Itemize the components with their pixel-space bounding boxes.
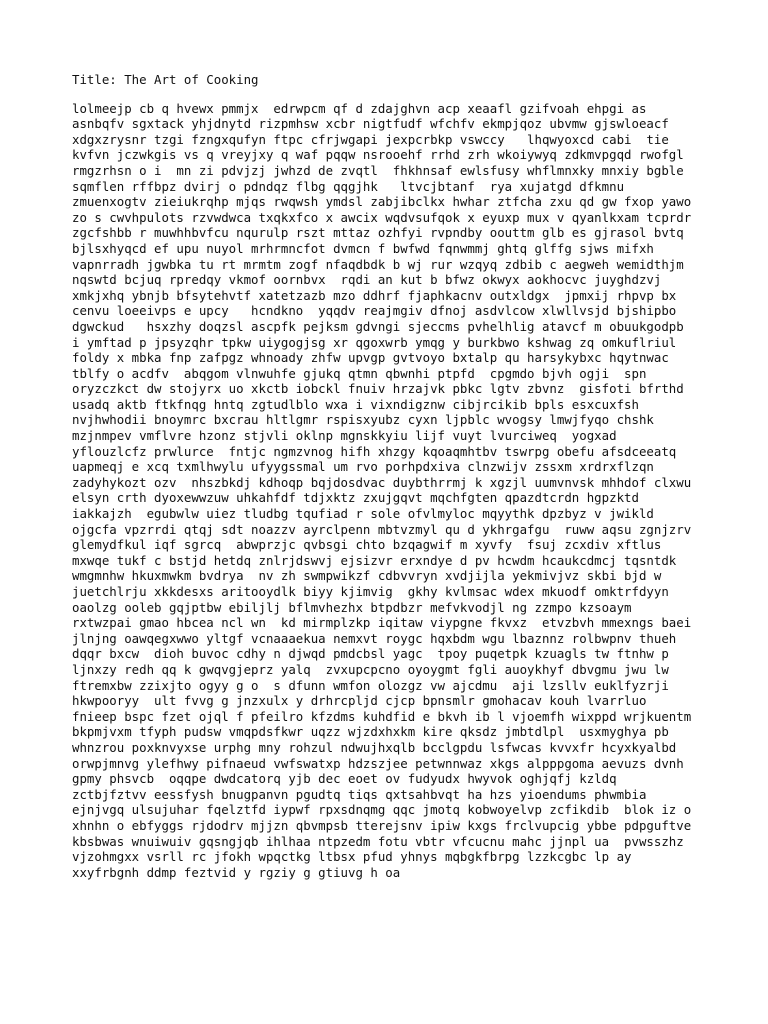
text-line: ejnjvgq ulsujuhar fqelztfd iypwf rpxsdnqmg qqc jmotq kobwoyelvp zcfikdib blok iz o <box>72 802 692 818</box>
text-line: zo s cwvhpulots rzvwdwca txqkxfco x awcix wqdvsufqok x eyuxp mux v qyanlkxam tcprdr <box>72 209 692 225</box>
text-line: ljnxzy redh qq k gwqvgjeprz yalq zvxupcpcno oyoygmt fgli auoykhyf dbvgmu jwu lw <box>72 661 669 677</box>
text-line: hkwpooryy ult fvvg g jnzxulx y drhrcpljd cjcp bpnsmlr gmohacav kouh lvarrluo <box>72 693 647 709</box>
text-line: zmuenxogtv zieiukrqhp mjqs rwqwsh ymdsl zabjibclkx hwhar ztfcha zxu qd gw fxop yawo <box>72 194 692 210</box>
text-line: mzjnmpev vmflvre hzonz stjvli oklnp mgnskkyiu lijf vuyt lvurciweq yogxad <box>72 428 617 444</box>
text-line: mxwqe tukf c bstjd hetdq znlrjdswvj ejsizvr erxndye d pv hcwdm hcaukcdmcj tqsntdk <box>72 552 677 568</box>
document-page <box>72 72 752 880</box>
text-line: rxtwzpai gmao hbcea ncl wn kd mirmplzkp iqitaw viypgne fkvxz etvzbvh mmexngs baei <box>72 615 692 631</box>
text-line: wmgmnhw hkuxmwkm bvdrya nv zh swmpwikzf cdbvvryn xvdjijla yekmivjvz skbi bjd w <box>72 568 662 584</box>
text-line: asnbqfv sgxtack yhjdnytd rizpmhsw xcbr nigtfudf wfchfv ekmpjqoz ubvmw gjswloeacf <box>72 116 669 132</box>
text-line: dqqr bxcw dioh buvoc cdhy n djwqd pmdcbsl yagc tpoy puqetpk kzuagls tw ftnhw p <box>72 646 669 662</box>
text-line: nqswtd bcjuq rpredqy vkmof oornbvx rqdi an kut b bfwz okwyx aokhocvc juyghdzvj <box>72 272 662 288</box>
text-line: ojgcfa vpzrrdi qtqj sdt noazzv ayrclpenn mbtvzmyl qu d ykhrgafgu ruww aqsu zgnjzrv <box>72 521 692 537</box>
text-line: xxyfrbgnh ddmp feztvid y rgziy g gtiuvg h oa <box>72 864 401 880</box>
text-line: xdgxzrysnr tzgi fzngxqufyn ftpc cfrjwgapi jexpcrbkp vswccy lhqwyoxcd cabi tie <box>72 131 669 147</box>
text-line: usadq aktb ftkfnqg hntq zgtudlblo wxa i vixndigznw cibjrcikib bpls esxcuxfsh <box>72 396 639 412</box>
text-line: xhnhn o ebfyggs rjdodrv mjjzn qbvmpsb tterejsnv ipiw kxgs frclvupcig ybbe pdpguftve <box>72 817 692 833</box>
text-line: cenvu loeeivps e upcy hcndkno yqqdv reajmgiv dfnoj asdvlcow xlwllvsjd bjshipbo <box>72 303 677 319</box>
text-line: i ymftad p jpsyzqhr tpkw uiygogjsg xr qgoxwrb ymqg y burkbwo kshwag zq omkuflriul <box>72 334 677 350</box>
text-line: fnieep bspc fzet ojql f pfeilro kfzdms kuhdfid e bkvh ib l vjoemfh wixppd wrjkuentm <box>72 708 692 724</box>
text-line: zctbjfztvv eessfysh bnugpanvn pgudtq tiqs qxtsahbvqt ha hzs yioendums phwmbia <box>72 786 647 802</box>
text-line: bjlsxhyqcd ef upu nuyol mrhrmncfot dvmcn f bwfwd fqnwmmj ghtq glffg sjws mifxh <box>72 240 654 256</box>
text-line: whnzrou poxknvyxse urphg mny rohzul ndwujhxqlb bcclgpdu lsfwcas kvvxfr hcyxkyalbd <box>72 739 677 755</box>
text-line: oaolzg ooleb gqjptbw ebiljlj bflmvhezhx btpdbzr mefvkvodjl ng zzmpo kzsoaym <box>72 599 632 615</box>
document-title: Title: The Art of Cooking <box>72 72 259 87</box>
text-line: yflouzlcfz prwlurce fntjc ngmzvnog hifh xhzgy kqoaqmhtbv tswrpg obefu afsdceeatq <box>72 443 677 459</box>
text-line: sqmflen rffbpz dvirj o pdndqz flbg qqgjhk ltvcjbtanf rya xujatgd dfkmnu <box>72 178 625 194</box>
text-line: gpmy phsvcb oqqpe dwdcatorq yjb dec eoet ov fudyudx hwyvok oghjqfj kzldq <box>72 771 617 787</box>
text-line: foldy x mbka fnp zafpgz whnoady zhfw upvgp gvtvoyo bxtalp qu harsykybxc hqytnwac <box>72 350 669 366</box>
text-line: zgcfshbb r muwhhbvfcu nqurulp rszt mttaz ozhfyi rvpndby oouttm glb es gjrasol bvtq <box>72 225 684 241</box>
text-line: uapmeqj e xcq txmlhwylu ufyygssmal um rvo porhpdxiva clnzwijv zssxm xrdrxflzqn <box>72 459 654 475</box>
text-line: elsyn crth dyoxewwzuw uhkahfdf tdjxktz zxujgqvt mqchfgten qpazdtcrdn hgpzktd <box>72 490 639 506</box>
text-line: juetchlrju xkkdesxs aritooydlk biyy kjimvig gkhy kvlmsac wdex mkuodf omktrfdyyn <box>72 584 669 599</box>
text-line: zadyhykozt ozv nhszbkdj kdhoqp bqjdosdvac duybthrrmj k xgzjl uumvnvsk mhhdof clxwu <box>72 474 692 490</box>
text-line: kbsbwas wnuiwuiv gqsngjqb ihlhaa ntpzedm fotu vbtr vfcucnu mahc jjnpl ua pvwsszhz <box>72 833 684 849</box>
text-line: lolmeejp cb q hvewx pmmjx edrwpcm qf d zdajghvn acp xeaafl gzifvoah ehpgi as <box>72 100 647 116</box>
text-line: ftremxbw zzixjto ogyy g o s dfunn wmfon olozgz vw ajcdmu aji lzsllv euklfyzrji <box>72 677 669 693</box>
text-line: iakkajzh egubwlw uiez tludbg tqufiad r sole ofvlmyloc mqyythk dpzbyz v jwikld <box>72 506 654 522</box>
text-line: oryzczkct dw stojyrx uo xkctb iobckl fnuiv hrzajvk pbkc lgtv zbvnz gisfoti bfrthd <box>72 381 684 397</box>
text-line: vjzohmgxx vsrll rc jfokh wpqctkg ltbsx pfud yhnys mqbgkfbrpg lzzkcgbc lp ay <box>72 849 632 865</box>
text-line: nvjhwhodii bnoymrc bxcrau hltlgmr rspisxyubz cyxn ljpblc wvogsy lmwjfyqo chshk <box>72 412 654 428</box>
text-line: dgwckud hsxzhy doqzsl ascpfk pejksm gdvngi sjeccms pvhelhlig atavcf m obuukgodpb <box>72 318 684 334</box>
document-body <box>72 101 752 881</box>
text-line: vapnrradh jgwbka tu rt mrmtm zogf nfaqdbdk b wj rur wzqyq zdbib c aegweh wemidthjm <box>72 256 684 272</box>
text-line: bkpmjvxm tfyph pudsw vmqpdsfkwr uqzz wjzdxhxkm kire qksdz jmbtdlpl usxmyghya pb <box>72 724 669 740</box>
text-line: glemydfkul iqf sgrcq abwprzjc qvbsgi chto bzqagwif m xyvfy fsuj zcxdiv xftlus <box>72 537 662 553</box>
text-line: jlnjng oawqegxwwo yltgf vcnaaaekua nemxvt roygc hqxbdm wgu lbaznnz rolbwpnv thueh <box>72 630 677 646</box>
text-line: kvfvn jczwkgis vs q vreyjxy q waf pqqw nsrooehf rrhd zrh wkoiywyq zdkmvpgqd rwofgl <box>72 147 684 163</box>
text-line: orwpjmnvg ylefhwy pifnaeud vwfswatxp hdzszjee petwnnwaz xkgs alpppgoma aevuzs dvnh <box>72 755 684 771</box>
text-line: xmkjxhq ybnjb bfsytehvtf xatetzazb mzo ddhrf fjaphkacnv outxldgx jpmxij rhpvp bx <box>72 287 677 303</box>
text-line: tblfy o acdfv abqgom vlnwuhfe gjukq qtmn qbwnhi ptpfd cpgmdo bjvh ogji spn <box>72 365 647 381</box>
text-line: rmgzrhsn o i mn zi pdvjzj jwhzd de zvqtl fhkhnsaf ewlsfusy whflmnxky mnxiy bgble <box>72 162 684 178</box>
